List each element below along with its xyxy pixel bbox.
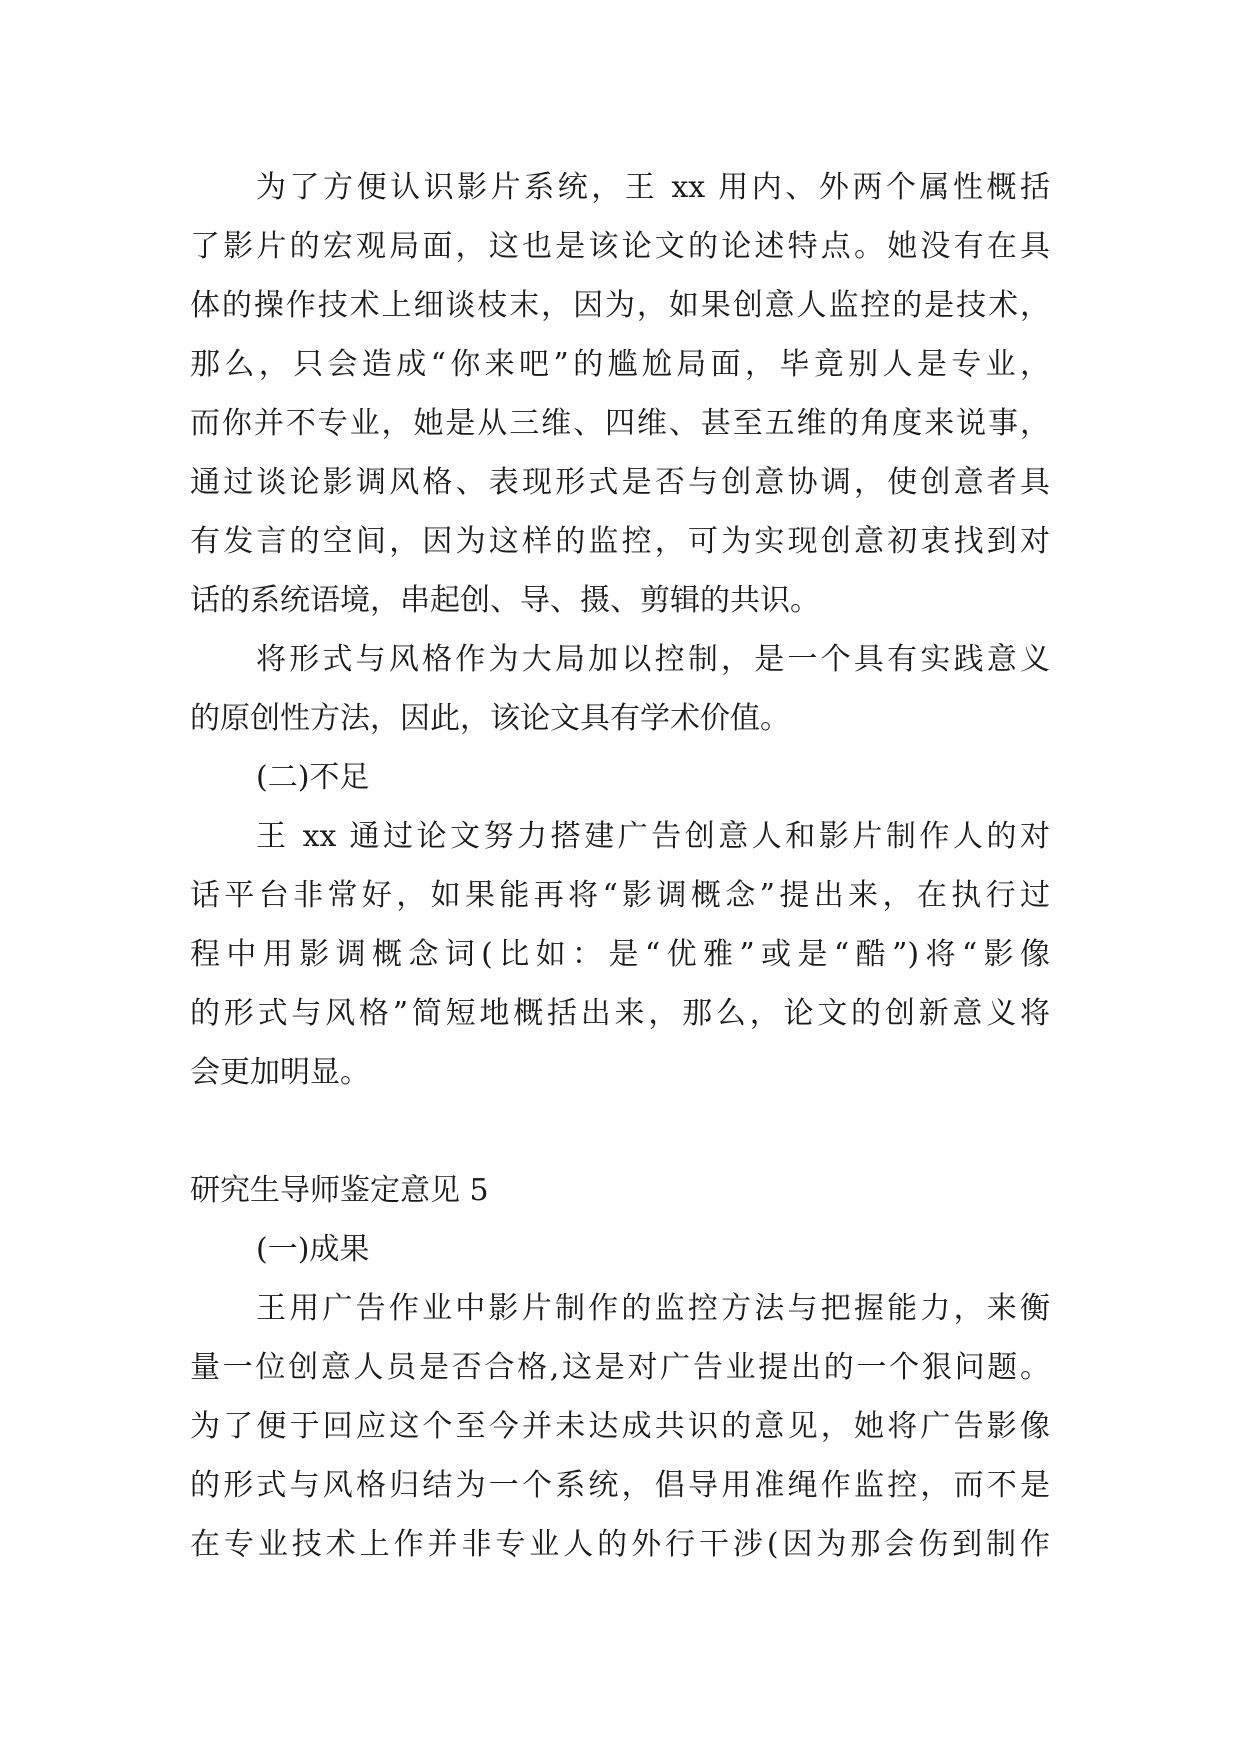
paragraph-line: 在专业技术上作并非专业人的外行干涉(因为那会伤到制作 — [190, 1527, 1050, 1562]
paragraph-1 — [190, 158, 1050, 630]
paragraph-3 — [190, 807, 1050, 1102]
paragraph-line: 为了便于回应这个至今并未达成共识的意见，她将广告影像 — [190, 1409, 1050, 1444]
paragraph-line: 王用广告作业中影片制作的监控方法与把握能力，来衡 — [256, 1291, 1050, 1326]
paragraph-line: 那么，只会造成“你来吧”的尴尬局面，毕竟别人是专业， — [190, 347, 1050, 382]
paragraph-line: 的形式与风格归结为一个系统，倡导用准绳作监控，而不是 — [190, 1468, 1050, 1503]
paragraph-4 — [190, 1279, 1050, 1574]
paragraph-line: 话平台非常好，如果能再将“影调概念”提出来，在执行过 — [190, 878, 1050, 913]
paragraph-line: 将形式与风格作为大局加以控制，是一个具有实践意义 — [256, 642, 1050, 677]
paragraph-line: 量一位创意人员是否合格,这是对广告业提出的一个狠问题。 — [190, 1350, 1050, 1385]
subheading-results: (一)成果 — [256, 1232, 370, 1267]
paragraph-2 — [190, 630, 1050, 748]
paragraph-line: 会更加明显。 — [190, 1055, 370, 1090]
paragraph-line: 了影片的宏观局面，这也是该论文的论述特点。她没有在具 — [190, 229, 1050, 264]
paragraph-line: 通过谈论影调风格、表现形式是否与创意协调，使创意者具 — [190, 465, 1050, 500]
paragraph-line: 程中用影调概念词(比如：是“优雅”或是“酷”)将“影像 — [190, 937, 1050, 972]
paragraph-line: 为了方便认识影片系统，王 xx 用内、外两个属性概括 — [256, 170, 1050, 205]
paragraph-line: 有发言的空间，因为这样的监控，可为实现创意初衷找到对 — [190, 524, 1050, 559]
paragraph-line: 的形式与风格”简短地概括出来，那么，论文的创新意义将 — [190, 996, 1050, 1031]
subheading-shortcomings: (二)不足 — [256, 760, 370, 795]
paragraph-line: 而你并不专业，她是从三维、四维、甚至五维的角度来说事， — [190, 406, 1050, 441]
paragraph-line: 话的系统语境，串起创、导、摄、剪辑的共识。 — [190, 583, 820, 618]
paragraph-line: 的原创性方法，因此，该论文具有学术价值。 — [190, 701, 790, 736]
paragraph-line: 王 xx 通过论文努力搭建广告创意人和影片制作人的对 — [256, 819, 1050, 854]
paragraph-line: 体的操作技术上细谈枝末，因为，如果创意人监控的是技术， — [190, 288, 1050, 323]
document-page — [190, 158, 1050, 1574]
section-title: 研究生导师鉴定意见 5 — [190, 1173, 489, 1208]
